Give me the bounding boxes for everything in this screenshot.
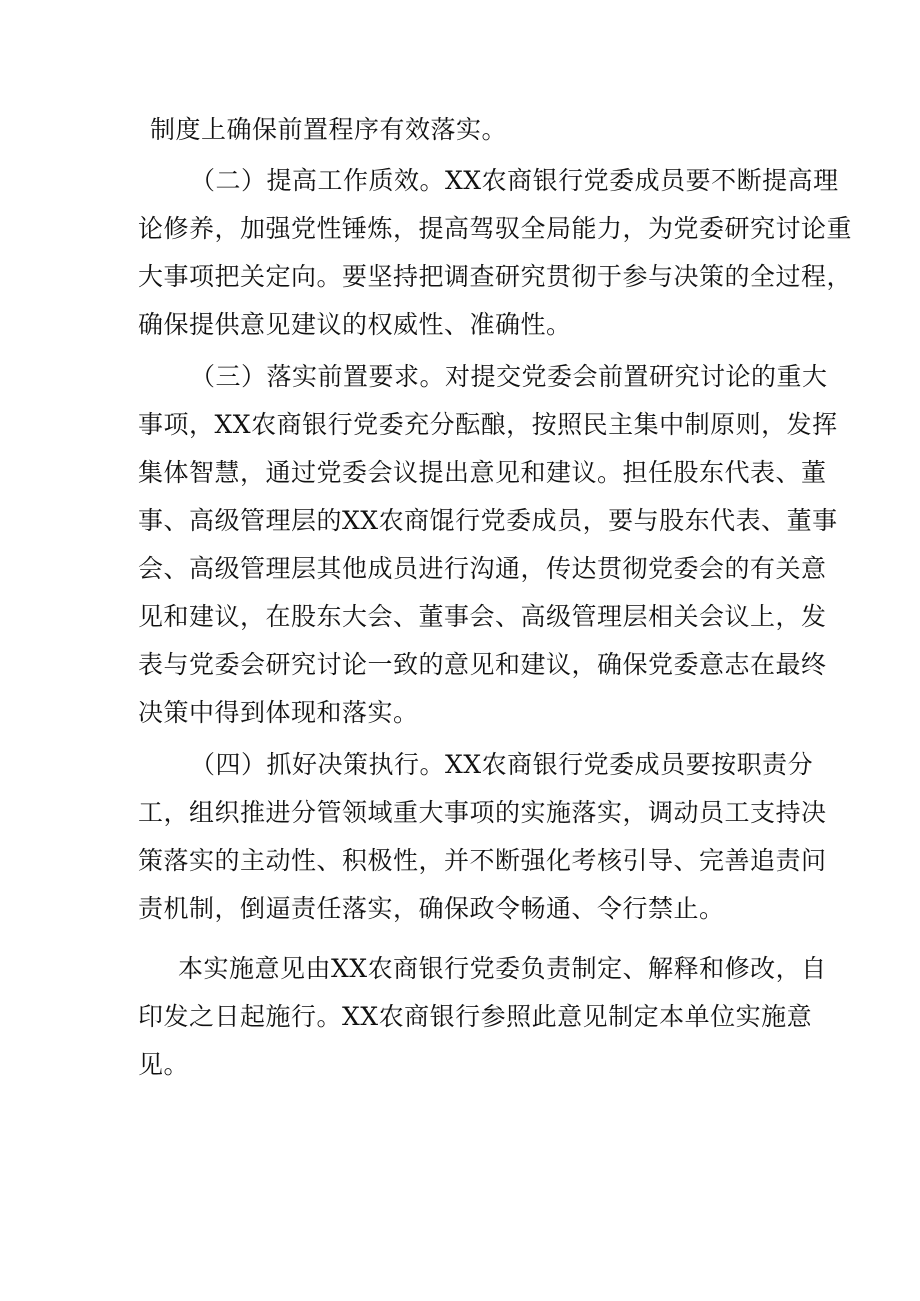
text-line-1: 制度上确保前置程序有效落实。 bbox=[150, 115, 508, 144]
text-line-12: 表与党委会研究讨论一致的意见和建议，确保党委意志在最终 bbox=[138, 650, 827, 679]
text-line-20: 见。 bbox=[138, 1050, 190, 1079]
text-line-5: 确保提供意见建议的权威性、准确性。 bbox=[138, 310, 572, 339]
text-line-8: 集体智慧，通过党委会议提出意见和建议。担任股东代表、董 bbox=[138, 458, 827, 487]
text-line-6: （三）落实前置要求。对提交党委会前置研究讨论的重大 bbox=[190, 362, 828, 391]
text-line-13: 决策中得到体现和落实。 bbox=[138, 698, 419, 727]
text-line-9: 事、高级管理层的XX农商馄行党委成员，要与股东代表、董事 bbox=[138, 506, 838, 535]
text-line-11: 见和建议，在股东大会、董事会、高级管理层相关会议上，发 bbox=[138, 602, 827, 631]
text-line-14: （四）抓好决策执行。XX农商银行党委成员要按职责分 bbox=[190, 750, 814, 779]
text-line-16: 策落实的主动性、积极性，并不断强化考核引导、完善追责问 bbox=[138, 846, 827, 875]
text-line-19: 印发之日起施行。XX农商银行参照此意见制定本单位实施意 bbox=[138, 1002, 813, 1031]
text-line-10: 会、高级管理层其他成员进行沟通，传达贯彻党委会的有关意 bbox=[138, 554, 827, 583]
text-line-2: （二）提高工作质效。XX农商银行党委成员要不断提高理 bbox=[190, 166, 839, 195]
text-line-3: 论修养，加强党性锤炼，提高驾驭全局能力，为党委研究讨论重 bbox=[138, 214, 853, 243]
text-line-4: 大事项把关定向。要坚持把调查研究贯彻于参与决策的全过程， bbox=[138, 262, 853, 291]
text-line-15: 工，组织推进分管领域重大事项的实施落实，调动员工支持决 bbox=[138, 798, 827, 827]
text-line-18: 本实施意见由XX农商银行党委负责制定、解释和修改，自 bbox=[178, 954, 827, 983]
text-line-17: 责机制，倒逼责任落实，确保政令畅通、令行禁止。 bbox=[138, 894, 725, 923]
text-line-7: 事项，XX农商银行党委充分酝酿，按照民主集中制原则，发挥 bbox=[138, 410, 838, 439]
